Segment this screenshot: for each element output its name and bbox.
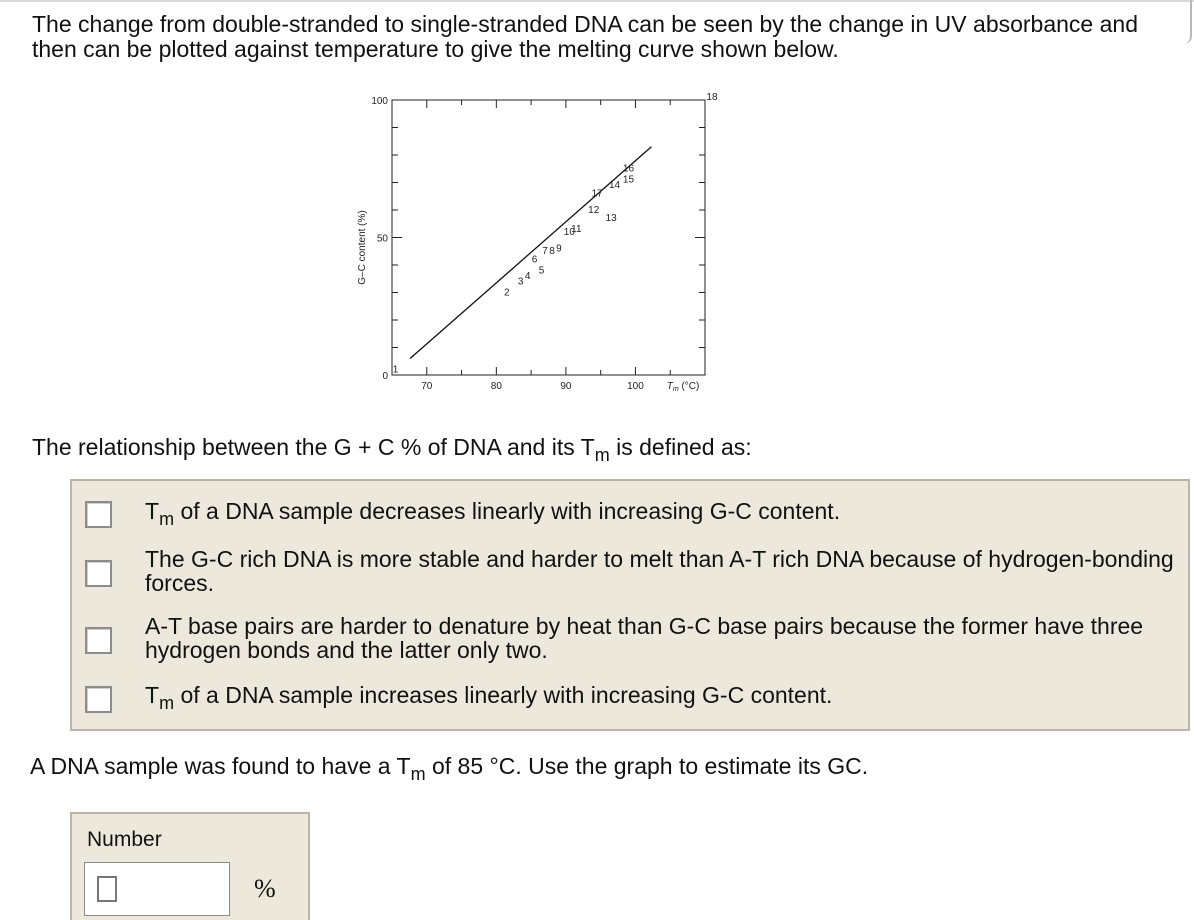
y-tick-label: 100 [371,96,388,107]
x-axis-label: $T_m$ (°C) [666,381,700,393]
option-3-post: A-T base pairs are harder to denature by heat than G-C base pairs because the former have three hydrogen bonds and the latter only two. [145,613,1144,663]
option-2-post: The G-C rich DNA is more stable and harder to melt than A-T rich DNA because of hydrogen-bonding forces. [145,546,1174,596]
data-point-label: 5 [538,265,545,277]
data-point-label: 10 [563,226,575,238]
option-4-post: of a DNA sample increases linearly with increasing G-C content. [174,682,833,708]
frame-edge [1184,0,1192,44]
regression-line [410,147,651,359]
x-tick-label: 70 [421,381,433,392]
data-point-label: 2 [503,287,510,299]
data-point-label: 13 [605,213,617,224]
melting-curve-chart [340,90,740,400]
data-point-label: 18 [706,92,718,103]
data-point-label: 11 [571,224,582,235]
option-1-pre: T [145,498,160,524]
question2-sub: m [410,764,426,784]
option-2-text [145,547,1180,595]
data-point-label: 15 [622,174,635,186]
question-sub: m [594,445,610,465]
data-point-label: 7 [542,246,548,257]
option-4-sub: m [159,693,175,713]
option-3-checkbox[interactable] [85,627,112,654]
y-axis-label: G–C content (%) [357,210,368,285]
data-point-label: 12 [588,204,600,216]
data-point-label: 16 [622,163,635,175]
option-4-checkbox[interactable] [85,686,112,713]
top-border [0,0,1194,2]
option-1-text [145,498,1180,529]
option-1-sub: m [159,509,175,529]
option-1-checkbox[interactable] [85,501,112,528]
answer-unit: % [254,874,276,903]
option-1-post: of a DNA sample decreases linearly with increasing G-C content. [174,498,841,524]
data-point-label: 3 [517,276,524,288]
option-4-text [145,682,1180,713]
answer-input-caret [97,876,117,902]
data-point-label: 8 [549,246,555,257]
data-point-label: 4 [524,270,531,282]
x-tick-label: 90 [560,381,572,392]
question-prefix: The relationship between the G + C % of DNA and its T [32,434,595,460]
options-panel [70,479,1190,731]
data-point-label: 6 [531,254,538,266]
data-point-label: 17 [591,188,603,200]
question2-prefix: A DNA sample was found to have a T [30,753,411,779]
question-estimate [30,753,869,784]
option-4-pre: T [145,682,160,708]
data-point-label: 14 [609,180,621,191]
question2-suffix: of 85 °C. Use the graph to estimate its GC. [425,753,869,779]
question-relationship [32,434,752,465]
x-tick-label: 100 [627,381,644,392]
y-tick-label: 50 [376,233,388,245]
answer-panel [70,812,310,920]
y-tick-label: 0 [382,371,388,382]
option-3-text [145,614,1180,662]
option-2-checkbox[interactable] [85,560,112,587]
answer-input[interactable] [84,862,230,916]
data-point-label: 1 [392,364,399,376]
data-point-label: 9 [556,243,562,255]
question-suffix: is defined as: [609,434,752,460]
x-tick-label: 80 [490,381,502,392]
intro-text: The change from double-stranded to single-stranded DNA can be seen by the change in UV absorbance and then can be plotted against temperature to give the melting curve shown below. [32,11,1138,62]
answer-label: Number [87,828,162,851]
